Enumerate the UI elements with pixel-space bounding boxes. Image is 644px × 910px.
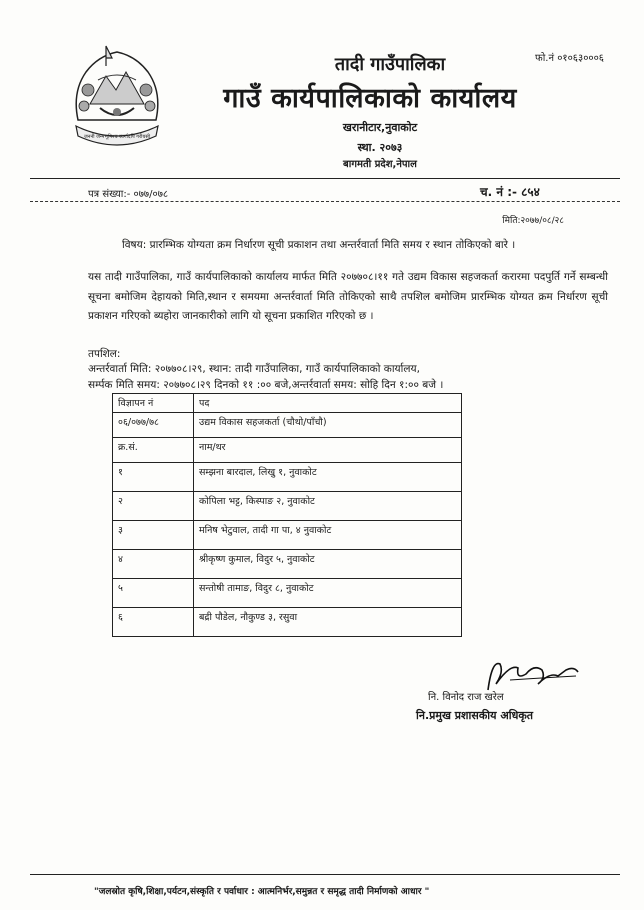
table-cell: नाम/थर: [194, 438, 462, 463]
details-heading: तपशिल:: [88, 348, 121, 360]
table-row: [113, 550, 462, 579]
established-year: स्था. २०७३: [357, 141, 403, 154]
footer-motto: "जलस्रोत कृषि,शिक्षा,पर्यटन,संस्कृति र पर्वाधार : आत्मनिर्भर,समुन्नत र समृद्ध तादी निर्माणको आधार ": [94, 887, 430, 897]
table-row: [113, 492, 462, 521]
table-cell: ३: [113, 521, 194, 550]
municipality-name: तादी गाउँपालिका: [334, 54, 446, 75]
table-cell: ६: [113, 608, 194, 637]
dispatch-number: च. नं :- ८५४: [480, 185, 540, 199]
table-cell: ०६/०७७/७८: [113, 413, 194, 438]
table-cell: कोपिला भट्ट, किस्पाङ २, नुवाकोट: [194, 492, 462, 521]
table-cell: ४: [113, 550, 194, 579]
header-divider: [30, 178, 620, 179]
table-row: [113, 413, 462, 438]
table-row: [113, 463, 462, 492]
table-cell: क्र.सं.: [113, 438, 194, 463]
reference-divider: [30, 201, 620, 202]
interview-info: अन्तर्रवार्ता मिति: २०७७०८।२९, स्थान: तादी गाउँपालिका, गाउँ कार्यपालिकाको कार्यालय,: [88, 363, 420, 375]
body-paragraph: यस तादी गाउँपालिका, गाउँ कार्यपालिकाको कार्यालय मार्फत मिति २०७७०८।११ गते उद्यम विकास सहजकर्ता करारमा पदपुर्ति गर्ने सम्बन्धी सूचना बमोजिम देहायको मिति,स्थान र समयमा अन्तर्रवार्ता मिति तोकिएको साथै तपशिल बमोजिम प्रारम्भिक योग्यत क्रम निर्धारण सूची प्रकाशन गरिएको ब्यहोरा जानकारीको लागि यो सूचना प्रकाशित गरिएको छ ।: [88, 271, 608, 322]
table-row: [113, 608, 462, 637]
table-header-cell: विज्ञापन नं: [113, 394, 194, 413]
fax-number: फो.नं ०१०६३०००६: [534, 53, 604, 64]
province-name: बागमती प्रदेश,नेपाल: [343, 159, 417, 170]
table-cell: सम्झना बारदाल, लिखु १, नुवाकोट: [194, 463, 462, 492]
letter-number: पत्र संख्या:- ०७७/०७८: [88, 189, 169, 200]
table-cell: ५: [113, 579, 194, 608]
table-cell: मनिष भेटुवाल, तादी गा पा, ४ नुवाकोट: [194, 521, 462, 550]
subject-line: विषय: प्रारम्भिक योग्यता क्रम निर्धारण सूची प्रकाशन तथा अन्तर्रवार्ता मिति समय र स्थान तोकिएको बारे ।: [122, 239, 516, 251]
signatory-title: नि.प्रमुख प्रशासकीय अधिकृत: [416, 709, 534, 722]
table-cell: १: [113, 463, 194, 492]
office-title: गाउँ कार्यपालिकाको कार्यालय: [223, 83, 517, 114]
table-row: [113, 579, 462, 608]
table-header-row: [113, 394, 462, 413]
office-address: खरानीटार,नुवाकोट: [342, 121, 418, 134]
nepal-emblem-icon: [68, 42, 166, 150]
table-cell: बद्री पौडेल, नौकुण्ड ३, रसुवा: [194, 608, 462, 637]
table-cell: २: [113, 492, 194, 521]
table-header-cell: पद: [194, 394, 462, 413]
footer-divider: [30, 874, 620, 875]
letter-date: मिति:२०७७/०८/२८: [502, 216, 564, 226]
table-row: [113, 521, 462, 550]
candidate-table: [112, 393, 462, 637]
table-row: [113, 438, 462, 463]
signatory-name: नि. विनोद राज खरेल: [428, 692, 504, 703]
table-cell: उद्यम विकास सहजकर्ता (चौथो/पाँचौ): [194, 413, 462, 438]
table-cell: श्रीकृष्ण कुमाल, विदुर ५, नुवाकोट: [194, 550, 462, 579]
table-cell: सन्तोषी तामाङ, विदुर ८, नुवाकोट: [194, 579, 462, 608]
svg-text:जननी जन्मभूमिश्च स्वर्गादपि गर: जननी जन्मभूमिश्च स्वर्गादपि गरीयसी: [83, 134, 151, 140]
contact-info: सर्म्पक मिति समय: २०७७०८।२९ दिनको ११ :०० बजे,अन्तर्रवार्ता समय: सोहि दिन १:०० बजे ।: [88, 379, 444, 391]
